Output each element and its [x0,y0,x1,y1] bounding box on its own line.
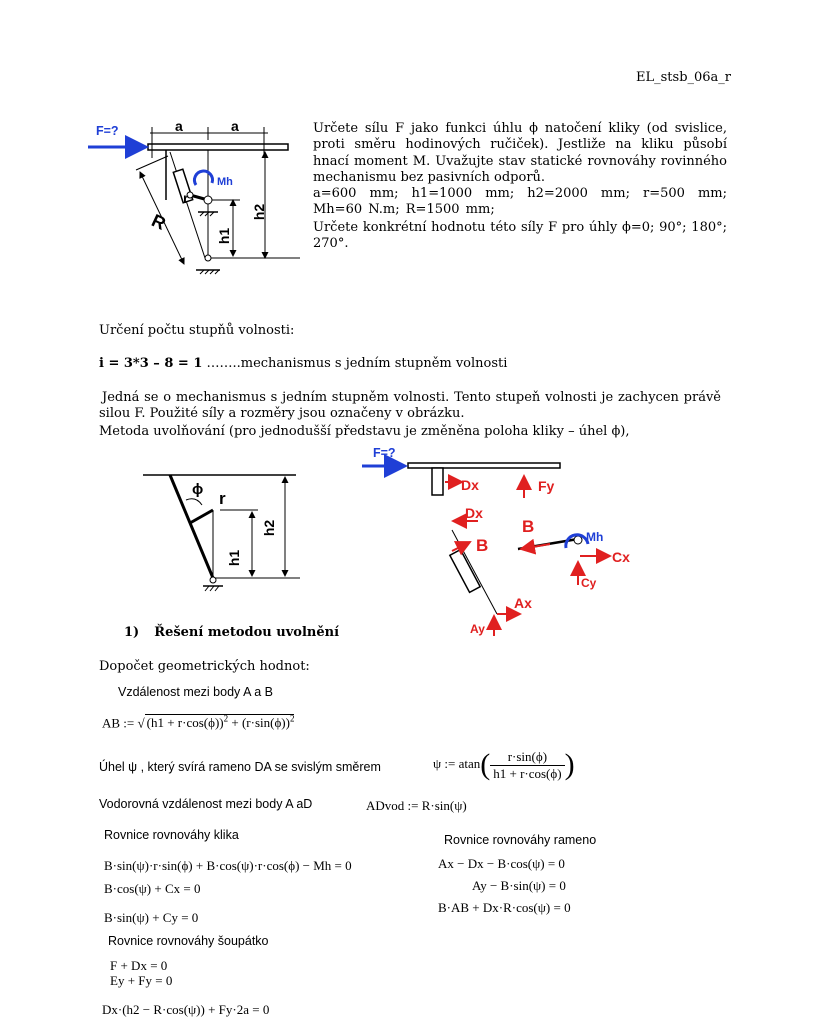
klika-eq2: B·cos(ψ) + Cx = 0 [104,881,201,896]
rameno-eq2: Ay − B·sin(ψ) = 0 [472,878,566,893]
dof-paragraph-1: Jedná se o mechanismus s jedním stupněm volnosti. Tento stupeň volnosti je zachycen právě silou F. Použité síly a rozměry jsou označeny v obrázku. [99,390,721,422]
fig3-ax-label: Ax [514,595,532,611]
fig3-cy-label: Cy [581,576,597,590]
task-statement: Určete sílu F jako funkci úhlu ϕ natočení kliky (od svislice, proti směru hodinových ručiček). Jestliže na kliku působí hnací moment M. Uvažujte stav statické rovnováhy rovinného mechanismu bez pasivních odporů. [313,121,727,185]
fig3-b-mid-label: B [476,536,489,555]
soupatko-heading: Rovnice rovnováhy šoupátko [108,934,269,948]
task-values: Určete konkrétní hodnotu této síly F pro úhly ϕ=0; 90°; 180°; 270°. [313,219,727,252]
psi-formula: ψ := atan( $\frac{r\cdot\sin(\phi)}{h1 + r\cdot\cos(\phi)}$ ) [433,748,575,781]
fig2-phi-label: ϕ [192,481,204,498]
dof-formula-note: ……..mechanismus s jedním stupněm volnosti [202,356,508,371]
fig3-force-label: F=? [373,446,396,460]
fig2-r-label: r [219,489,226,508]
soupatko-eq3: Dx·(h2 − R·cos(ψ)) + Fy·2a = 0 [102,1002,270,1017]
fig3-b-right-label: B [522,517,535,536]
klika-eq1: B·sin(ψ)·r·sin(ϕ) + B·cos(ψ)·r·cos(ϕ) − Mh = 0 [104,858,352,873]
section-number: 1) [124,625,140,640]
rameno-heading: Rovnice rovnováhy rameno [444,833,597,847]
fig2-h1-label: h1 [226,549,243,567]
fig3-ay-label: Ay [470,622,485,636]
fig3-dx-mid-label: Dx [465,505,483,521]
fig3-fy-label: Fy [538,478,555,494]
task-text [313,121,727,252]
soupatko-eq2: Ey + Fy = 0 [110,973,173,988]
klika-eq3: B·sin(ψ) + Cy = 0 [104,910,199,925]
advod-formula: ADvod := R·sin(ψ) [366,798,467,813]
task-parameters: a=600 mm; h1=1000 mm; h2=2000 mm; r=500 mm; Mh=60 N.m; R=1500 mm; [313,186,727,218]
ab-formula: AB := √ $(h1 + r\cdot\cos(\phi))^2 + (r\cdot\sin(\phi))^2$ [102,714,295,731]
fig3-cx-label: Cx [612,549,630,565]
fig1-force-label: F=? [96,124,119,138]
ab-label: Vzdálenost mezi body A a B [118,685,273,699]
advod-label: Vodorovná vzdálenost mezi body A aD [99,797,313,811]
section-heading [124,625,339,640]
section-title: Řešení metodou uvolnění [154,625,340,640]
fig1-h1-label: h1 [216,227,233,245]
fig1-r-label: r [183,190,189,206]
fig1-a2-label: a [231,118,239,134]
fig1-h2-label: h2 [251,203,268,221]
fig1-R-label: R [148,210,169,234]
fig1-mh-label: Mh [217,176,233,188]
dof-formula-line [99,356,507,371]
geom-heading: Dopočet geometrických hodnot: [99,659,310,674]
dof-paragraph-2: Metoda uvolňování (pro jednodušší představu je změněna poloha kliky – úhel ϕ), [99,424,630,439]
figure-free-body [355,445,635,645]
document-id: EL_stsb_06a_r [636,70,732,85]
dof-heading: Určení počtu stupňů volnosti: [99,323,295,338]
dof-formula: i = 3*3 – 8 = 1 [99,356,203,371]
rameno-eq1: Ax − Dx − B·cos(ψ) = 0 [438,856,565,871]
psi-label: Úhel ψ , který svírá rameno DA se svislým směrem [99,760,381,774]
fig1-a1-label: a [175,118,183,134]
figure-geometry [140,465,310,600]
klika-heading: Rovnice rovnováhy klika [104,828,239,842]
fig2-h2-label: h2 [261,519,278,537]
fig3-dx-top-label: Dx [461,477,479,493]
soupatko-eq1: F + Dx = 0 [110,958,168,973]
fig3-mh-label: Mh [586,530,604,544]
rameno-eq3: B·AB + Dx·R·cos(ψ) = 0 [438,900,571,915]
